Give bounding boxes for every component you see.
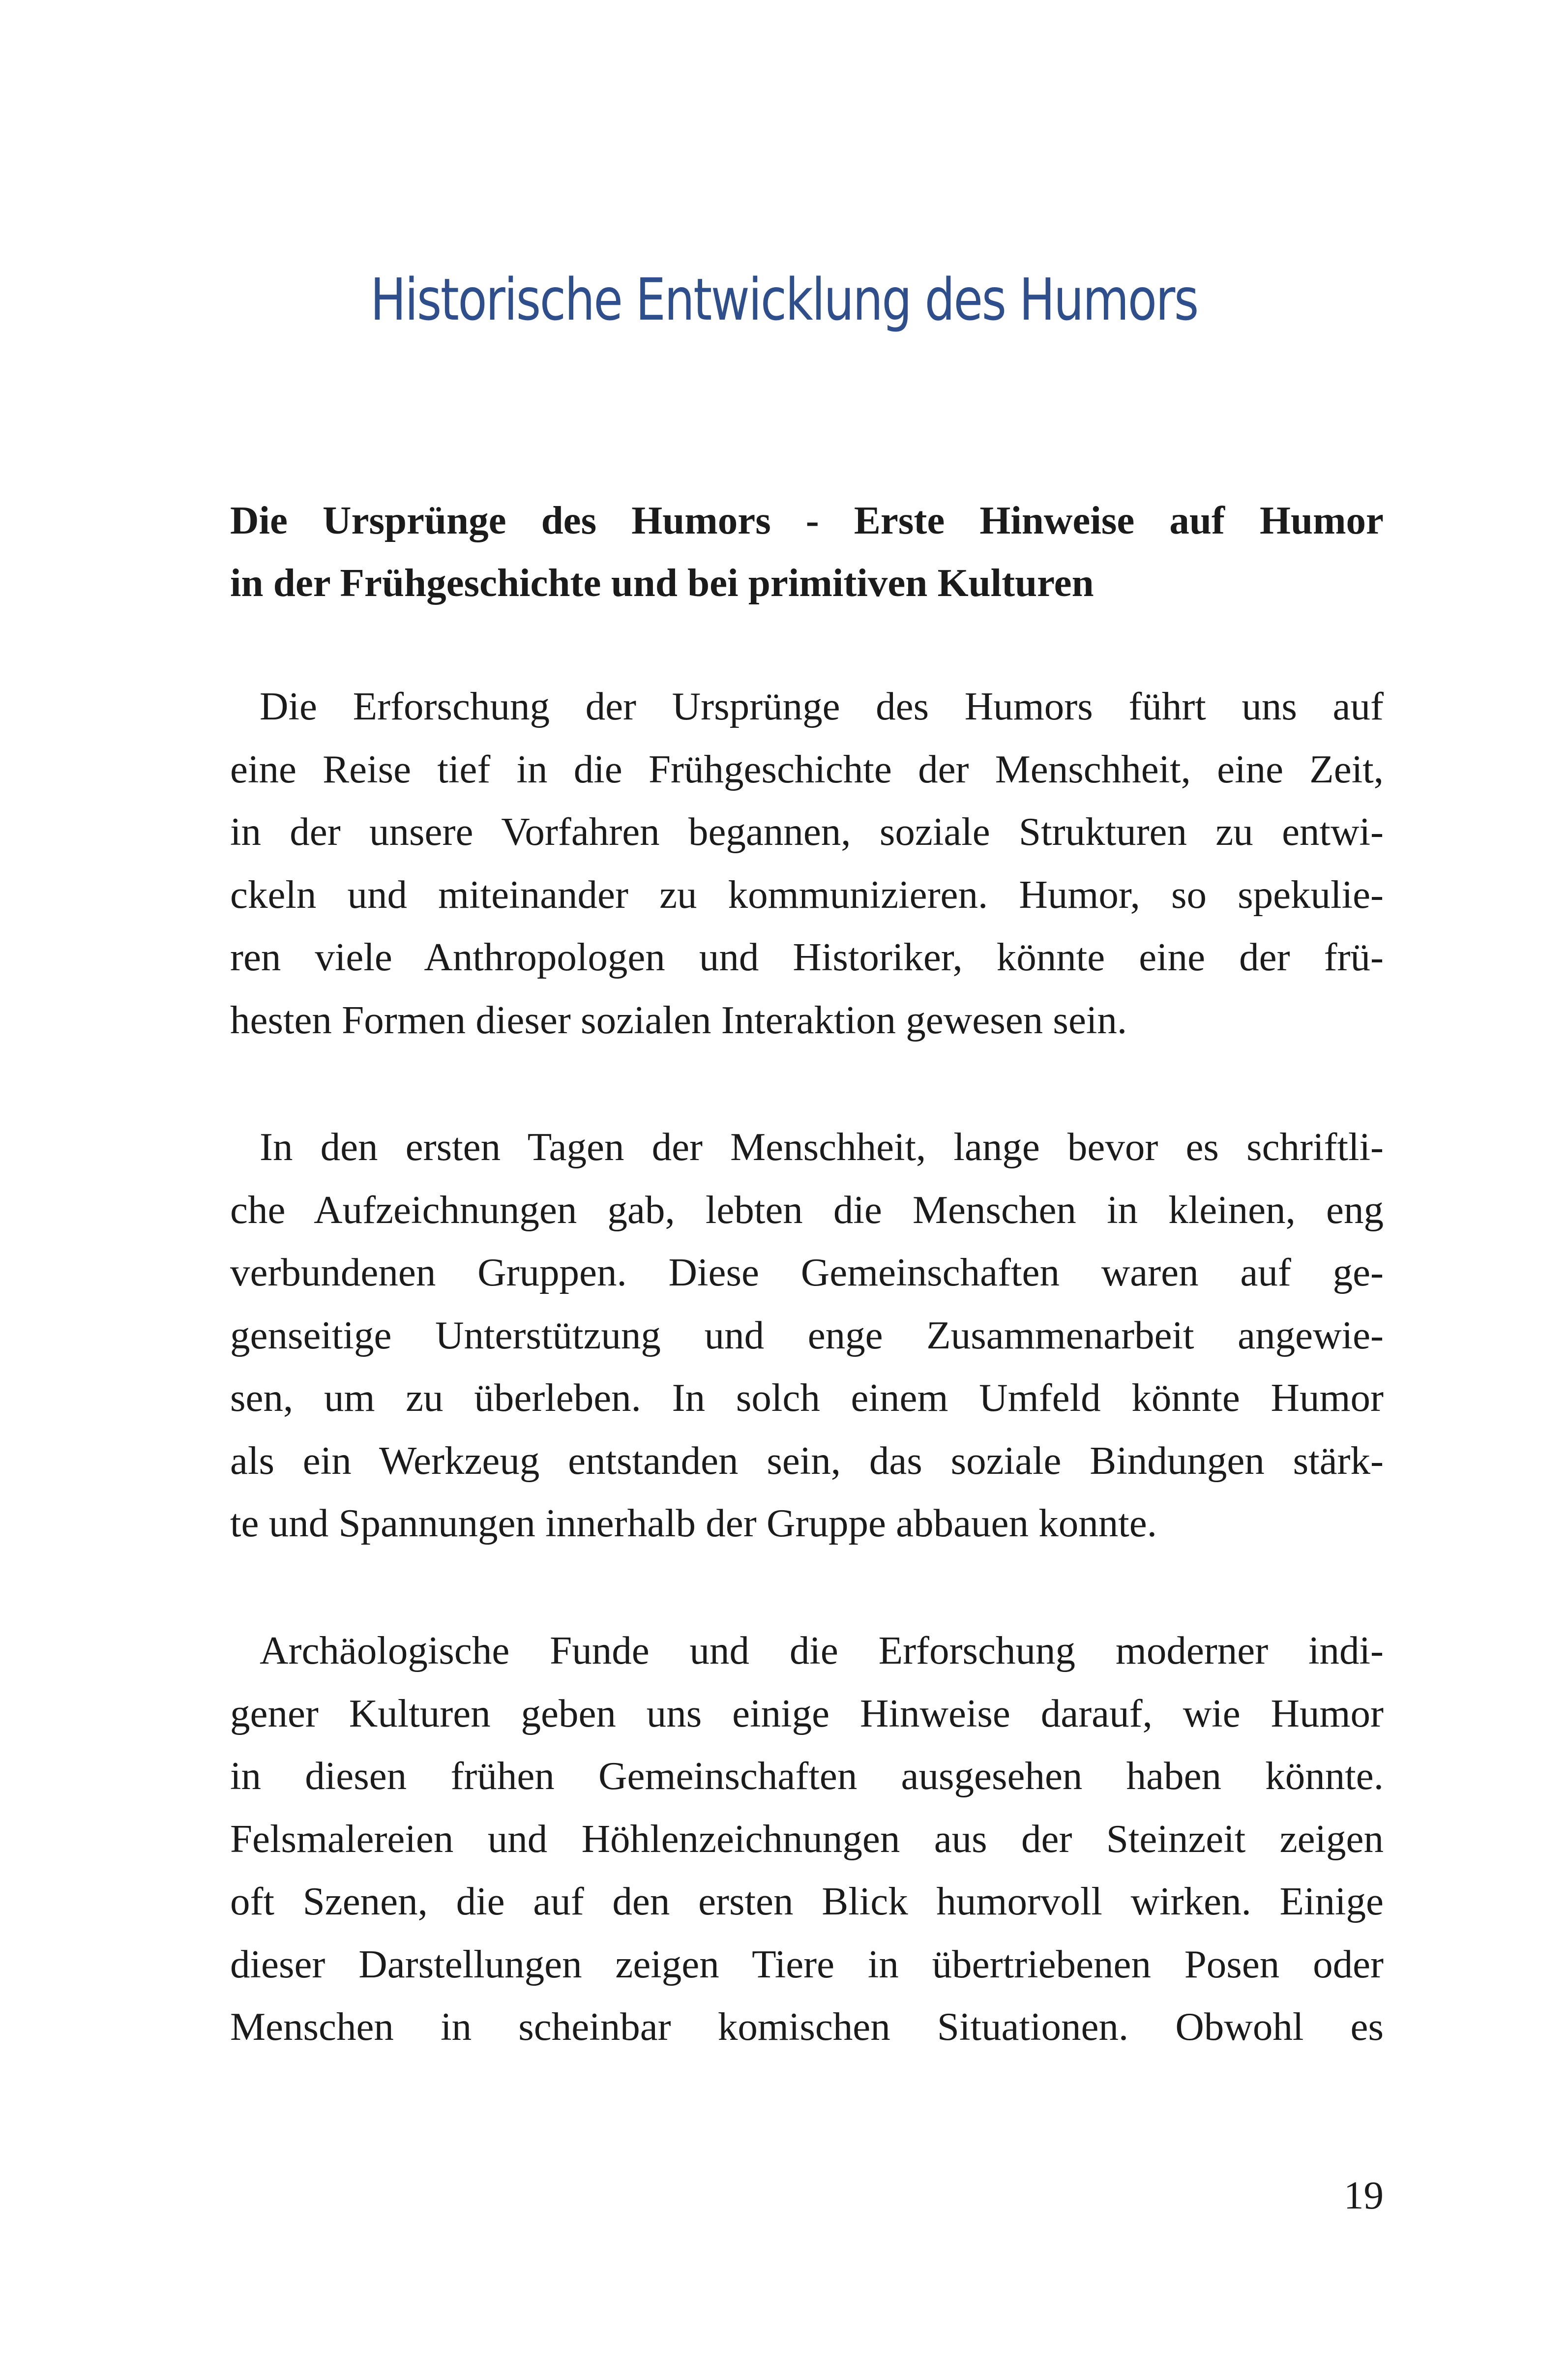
paragraph-line: als ein Werkzeug entstanden sein, das soziale Bindungen stärk- <box>230 1438 1384 1483</box>
paragraph-line: hesten Formen dieser sozialen Interaktion gewesen sein. <box>230 997 1127 1042</box>
paragraph-line: che Aufzeichnungen gab, lebten die Menschen in kleinen, eng <box>230 1187 1384 1232</box>
paragraph-line: dieser Darstellungen zeigen Tiere in übertriebenen Posen oder <box>230 1941 1384 1986</box>
paragraph-line: sen, um zu überleben. In solch einem Umfeld könnte Humor <box>230 1375 1384 1420</box>
chapter-title: Historische Entwicklung des Humors <box>370 266 1198 333</box>
body-paragraph <box>230 675 1384 1051</box>
paragraph-line: ckeln und miteinander zu kommunizieren. Humor, so spekulie- <box>230 872 1384 917</box>
paragraph-line: eine Reise tief in die Frühgeschichte der Menschheit, eine Zeit, <box>230 746 1384 791</box>
section-heading <box>230 489 1384 614</box>
paragraph-line: ren viele Anthropologen und Historiker, könnte eine der frü- <box>230 935 1384 979</box>
paragraph-line: In den ersten Tagen der Menschheit, lange bevor es schriftli- <box>260 1125 1384 1169</box>
paragraph-line: te und Spannungen innerhalb der Gruppe abbauen konnte. <box>230 1501 1157 1545</box>
paragraph-line: Die Erforschung der Ursprünge des Humors führt uns auf <box>260 684 1384 728</box>
paragraph-line: oft Szenen, die auf den ersten Blick humorvoll wirken. Einige <box>230 1879 1384 1923</box>
section-heading-line: Die Ursprünge des Humors - Erste Hinweise auf Humor <box>230 498 1384 542</box>
paragraph-line: Menschen in scheinbar komischen Situationen. Obwohl es <box>230 2004 1384 2049</box>
paragraph-line: Felsmalereien und Höhlenzeichnungen aus der Steinzeit zeigen <box>230 1816 1384 1861</box>
paragraph-line: in diesen frühen Gemeinschaften ausgesehen haben könnte. <box>230 1754 1384 1798</box>
paragraph-line: gener Kulturen geben uns einige Hinweise darauf, wie Humor <box>230 1691 1384 1735</box>
section-heading-line: in der Frühgeschichte und bei primitiven Kulturen <box>230 561 1094 605</box>
paragraph-line: verbundenen Gruppen. Diese Gemeinschaften waren auf ge- <box>230 1250 1384 1294</box>
paragraph-line: Archäologische Funde und die Erforschung moderner indi- <box>260 1628 1384 1672</box>
body-paragraph <box>230 1619 1384 2059</box>
paragraph-line: in der unsere Vorfahren begannen, soziale Strukturen zu entwi- <box>230 809 1384 854</box>
paragraph-line: genseitige Unterstützung und enge Zusammenarbeit angewie- <box>230 1313 1384 1357</box>
body-paragraph <box>230 1116 1384 1555</box>
page-number: 19 <box>1344 2173 1384 2217</box>
